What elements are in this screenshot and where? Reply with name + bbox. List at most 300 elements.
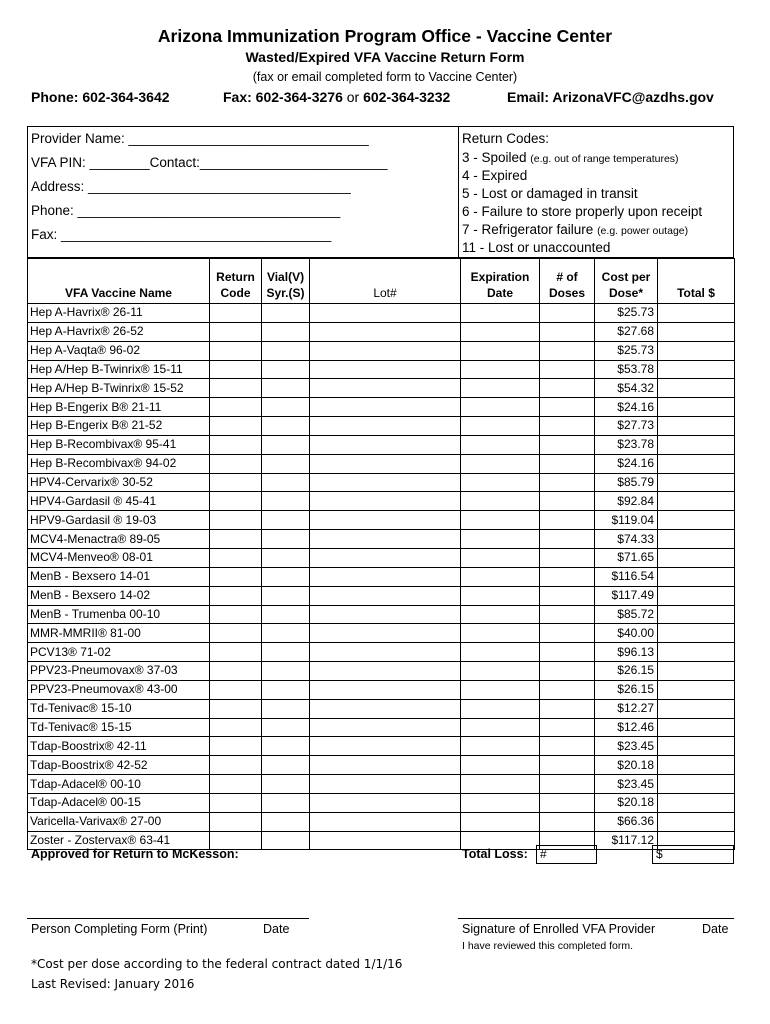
table-row [28,530,735,549]
vial-syringe-cell[interactable] [262,624,310,643]
table-row [28,586,735,605]
lot-number-cell[interactable] [310,793,461,812]
fax-numbers [223,89,450,105]
total-cell[interactable] [658,492,735,511]
fax-alternate: 602-364-3232 [363,89,451,105]
vial-syringe-cell[interactable] [262,662,310,681]
lot-number-cell[interactable] [310,756,461,775]
return-code-cell[interactable] [210,511,262,530]
doses-cell[interactable] [540,718,595,737]
cost-per-dose-cell: $23.45 [595,737,658,756]
expiration-date-cell[interactable] [461,360,540,379]
total-cell[interactable] [658,398,735,417]
return-code-11: 11 - Lost or unaccounted [462,240,611,255]
total-loss-label: Total Loss: [462,847,528,861]
return-code-cell[interactable] [210,322,262,341]
vial-syringe-cell[interactable] [262,756,310,775]
return-code-cell[interactable] [210,586,262,605]
lot-number-cell[interactable] [310,831,461,850]
vaccine-name-cell: Hep A/Hep B-Twinrix® 15-11 [28,360,210,379]
expiration-date-cell[interactable] [461,718,540,737]
vaccine-name-cell: Hep A/Hep B-Twinrix® 15-52 [28,379,210,398]
expiration-date-cell[interactable] [461,793,540,812]
table-row [28,662,735,681]
expiration-date-cell[interactable] [461,737,540,756]
doses-cell[interactable] [540,417,595,436]
table-row [28,680,735,699]
total-dollars-field[interactable]: $ [652,845,734,864]
expiration-date-cell[interactable] [461,643,540,662]
table-row [28,718,735,737]
doses-cell[interactable] [540,398,595,417]
email-address: Email: ArizonaVFC@azdhs.gov [507,89,714,105]
cost-per-dose-cell: $23.45 [595,775,658,794]
col-header-vaccine-name: VFA Vaccine Name [28,259,210,304]
vial-syringe-cell[interactable] [262,473,310,492]
provider-phone-field[interactable]: Phone: ___________________________________ [31,203,341,218]
doses-cell[interactable] [540,473,595,492]
return-code-cell[interactable] [210,473,262,492]
vaccine-name-cell: Hep B-Engerix B® 21-52 [28,417,210,436]
expiration-date-cell[interactable] [461,417,540,436]
cost-per-dose-cell: $25.73 [595,304,658,323]
table-row [28,435,735,454]
return-code-cell[interactable] [210,548,262,567]
cost-per-dose-cell: $26.15 [595,680,658,699]
vial-syringe-cell[interactable] [262,699,310,718]
provider-signature-label: Signature of Enrolled VFA Provider [462,922,655,936]
cost-per-dose-cell: $117.12 [595,831,658,850]
table-row [28,793,735,812]
expiration-date-cell[interactable] [461,756,540,775]
doses-cell[interactable] [540,643,595,662]
cost-per-dose-cell: $96.13 [595,643,658,662]
lot-number-cell[interactable] [310,511,461,530]
col-header-lot: Lot# [310,259,461,304]
table-row [28,756,735,775]
table-row [28,473,735,492]
total-cell[interactable] [658,756,735,775]
lot-number-cell[interactable] [310,662,461,681]
total-cell[interactable] [658,548,735,567]
total-cell[interactable] [658,341,735,360]
vial-syringe-cell[interactable] [262,398,310,417]
provider-fax-field[interactable]: Fax: ____________________________________ [31,227,332,242]
cost-per-dose-cell: $117.49 [595,586,658,605]
doses-cell[interactable] [540,680,595,699]
expiration-date-cell[interactable] [461,398,540,417]
doses-cell[interactable] [540,775,595,794]
lot-number-cell[interactable] [310,605,461,624]
expiration-date-cell[interactable] [461,605,540,624]
return-code-cell[interactable] [210,812,262,831]
lot-number-cell[interactable] [310,775,461,794]
vaccine-name-cell: MCV4-Menactra® 89-05 [28,530,210,549]
vial-syringe-cell[interactable] [262,793,310,812]
expiration-date-cell[interactable] [461,812,540,831]
col-header-expiration: Expiration Date [461,259,540,304]
return-code-cell[interactable] [210,624,262,643]
return-code-cell[interactable] [210,718,262,737]
lot-number-cell[interactable] [310,417,461,436]
vial-syringe-cell[interactable] [262,360,310,379]
doses-cell[interactable] [540,454,595,473]
total-cell[interactable] [658,662,735,681]
expiration-date-cell[interactable] [461,341,540,360]
vial-syringe-cell[interactable] [262,680,310,699]
expiration-date-cell[interactable] [461,662,540,681]
total-cell[interactable] [658,737,735,756]
return-code-3: 3 - Spoiled (e.g. out of range temperatures) [462,150,679,165]
vial-syringe-cell[interactable] [262,322,310,341]
lot-number-cell[interactable] [310,812,461,831]
cost-per-dose-cell: $71.65 [595,548,658,567]
return-code-6: 6 - Failure to store properly upon receipt [462,204,703,219]
expiration-date-cell[interactable] [461,699,540,718]
table-row [28,737,735,756]
cost-per-dose-cell: $25.73 [595,341,658,360]
vaccine-name-cell: HPV4-Gardasil ® 45-41 [28,492,210,511]
table-row [28,322,735,341]
total-cell[interactable] [658,360,735,379]
vaccine-name-cell: Hep B-Recombivax® 95-41 [28,435,210,454]
return-code-5: 5 - Lost or damaged in transit [462,186,638,201]
table-row [28,548,735,567]
return-code-cell[interactable] [210,699,262,718]
address-field[interactable]: Address: ___________________________________ [31,179,351,194]
return-code-cell[interactable] [210,605,262,624]
vial-syringe-cell[interactable] [262,718,310,737]
cost-per-dose-cell: $119.04 [595,511,658,530]
total-cell[interactable] [658,624,735,643]
col-header-vial-syringe: Vial(V) Syr.(S) [262,259,310,304]
vaccine-return-table [27,258,735,850]
expiration-date-cell[interactable] [461,680,540,699]
vial-syringe-cell[interactable] [262,379,310,398]
expiration-date-cell[interactable] [461,492,540,511]
cost-per-dose-cell: $24.16 [595,398,658,417]
lot-number-cell[interactable] [310,379,461,398]
return-code-cell[interactable] [210,492,262,511]
vfa-pin-contact-field[interactable]: VFA PIN: ________Contact:_________________________ [31,155,388,170]
table-row [28,775,735,794]
cost-per-dose-cell: $27.73 [595,417,658,436]
cost-per-dose-cell: $85.79 [595,473,658,492]
cost-per-dose-cell: $53.78 [595,360,658,379]
lot-number-cell[interactable] [310,322,461,341]
lot-number-cell[interactable] [310,341,461,360]
cost-per-dose-cell: $116.54 [595,567,658,586]
doses-cell[interactable] [540,756,595,775]
submission-note: (fax or email completed form to Vaccine Center) [252,70,518,84]
total-cell[interactable] [658,304,735,323]
vaccine-name-cell: MMR-MMRII® 81-00 [28,624,210,643]
reviewed-statement: I have reviewed this completed form. [462,940,633,952]
doses-cell[interactable] [540,812,595,831]
vial-syringe-cell[interactable] [262,454,310,473]
cost-per-dose-cell: $27.68 [595,322,658,341]
return-code-cell[interactable] [210,662,262,681]
cost-per-dose-cell: $23.78 [595,435,658,454]
expiration-date-cell[interactable] [461,530,540,549]
table-row [28,492,735,511]
lot-number-cell[interactable] [310,718,461,737]
doses-cell[interactable] [540,379,595,398]
vial-syringe-cell[interactable] [262,530,310,549]
doses-cell[interactable] [540,322,595,341]
lot-number-cell[interactable] [310,699,461,718]
lot-number-cell[interactable] [310,737,461,756]
lot-number-cell[interactable] [310,680,461,699]
form-title: Arizona Immunization Program Office - Vaccine Center [157,26,613,46]
return-code-cell[interactable] [210,379,262,398]
vial-syringe-cell[interactable] [262,737,310,756]
provider-signature-line[interactable] [458,918,734,919]
total-cell[interactable] [658,417,735,436]
doses-cell[interactable] [540,793,595,812]
table-row [28,605,735,624]
lot-number-cell[interactable] [310,435,461,454]
vial-syringe-cell[interactable] [262,304,310,323]
lot-number-cell[interactable] [310,643,461,662]
vial-syringe-cell[interactable] [262,567,310,586]
return-code-cell[interactable] [210,680,262,699]
doses-cell[interactable] [540,737,595,756]
return-code-cell[interactable] [210,793,262,812]
vial-syringe-cell[interactable] [262,812,310,831]
vaccine-name-cell: HPV9-Gardasil ® 19-03 [28,511,210,530]
person-signature-line[interactable] [27,918,309,919]
expiration-date-cell[interactable] [461,511,540,530]
col-header-return-code: Return Code [210,259,262,304]
vaccine-name-cell: MenB - Bexsero 14-02 [28,586,210,605]
total-cell[interactable] [658,680,735,699]
total-cell[interactable] [658,793,735,812]
cost-per-dose-cell: $92.84 [595,492,658,511]
vial-syringe-cell[interactable] [262,605,310,624]
return-code-cell[interactable] [210,398,262,417]
lot-number-cell[interactable] [310,398,461,417]
vaccine-name-cell: Hep A-Havrix® 26-52 [28,322,210,341]
doses-cell[interactable] [540,548,595,567]
cost-per-dose-cell: $26.15 [595,662,658,681]
return-code-cell[interactable] [210,567,262,586]
vaccine-name-cell: PPV23-Pneumovax® 37-03 [28,662,210,681]
lot-number-cell[interactable] [310,624,461,643]
cost-per-dose-cell: $85.72 [595,605,658,624]
return-code-cell[interactable] [210,417,262,436]
vaccine-name-cell: Td-Tenivac® 15-15 [28,718,210,737]
lot-number-cell[interactable] [310,586,461,605]
cost-per-dose-cell: $74.33 [595,530,658,549]
doses-cell[interactable] [540,586,595,605]
cost-per-dose-cell: $20.18 [595,756,658,775]
vial-syringe-cell[interactable] [262,435,310,454]
cost-per-dose-cell: $24.16 [595,454,658,473]
return-code-cell[interactable] [210,341,262,360]
return-code-cell[interactable] [210,360,262,379]
doses-cell[interactable] [540,304,595,323]
person-date-label: Date [263,922,290,936]
person-completing-label: Person Completing Form (Print) [31,922,208,936]
provider-date-label: Date [702,922,729,936]
total-cell[interactable] [658,322,735,341]
total-doses-field[interactable]: # [536,845,597,864]
doses-cell[interactable] [540,567,595,586]
table-row [28,511,735,530]
expiration-date-cell[interactable] [461,379,540,398]
return-code-4: 4 - Expired [462,168,528,183]
lot-number-cell[interactable] [310,548,461,567]
form-subtitle: Wasted/Expired VFA Vaccine Return Form [245,49,525,65]
return-code-cell[interactable] [210,643,262,662]
doses-cell[interactable] [540,605,595,624]
total-cell[interactable] [658,454,735,473]
doses-cell[interactable] [540,341,595,360]
total-cell[interactable] [658,605,735,624]
total-cell[interactable] [658,530,735,549]
vaccine-name-cell: Td-Tenivac® 15-10 [28,699,210,718]
vial-syringe-cell[interactable] [262,548,310,567]
return-code-cell[interactable] [210,756,262,775]
phone-number: Phone: 602-364-3642 [31,89,170,105]
vaccine-name-cell: Tdap-Boostrix® 42-52 [28,756,210,775]
vaccine-name-cell: MenB - Trumenba 00-10 [28,605,210,624]
lot-number-cell[interactable] [310,530,461,549]
total-cell[interactable] [658,643,735,662]
total-cell[interactable] [658,379,735,398]
total-cell[interactable] [658,586,735,605]
last-revised: Last Revised: January 2016 [31,977,195,991]
cost-footnote: *Cost per dose according to the federal contract dated 1/1/16 [31,957,403,971]
lot-number-cell[interactable] [310,492,461,511]
col-header-cost-per-dose: Cost per Dose* [595,259,658,304]
vaccine-name-cell: Hep A-Havrix® 26-11 [28,304,210,323]
return-code-cell[interactable] [210,454,262,473]
table-row [28,643,735,662]
lot-number-cell[interactable] [310,360,461,379]
table-row [28,398,735,417]
vaccine-name-cell: MenB - Bexsero 14-01 [28,567,210,586]
return-code-cell[interactable] [210,304,262,323]
vaccine-name-cell: PCV13® 71-02 [28,643,210,662]
vaccine-name-cell: PPV23-Pneumovax® 43-00 [28,680,210,699]
doses-cell[interactable] [540,662,595,681]
vaccine-name-cell: Tdap-Boostrix® 42-11 [28,737,210,756]
table-row [28,417,735,436]
vaccine-name-cell: Tdap-Adacel® 00-15 [28,793,210,812]
vaccine-name-cell: Hep B-Engerix B® 21-11 [28,398,210,417]
return-codes-heading: Return Codes: [462,131,550,146]
total-cell[interactable] [658,775,735,794]
total-cell[interactable] [658,718,735,737]
table-row [28,360,735,379]
vial-syringe-cell[interactable] [262,417,310,436]
table-row [28,624,735,643]
doses-cell[interactable] [540,360,595,379]
table-row [28,304,735,323]
cost-per-dose-cell: $12.46 [595,718,658,737]
vaccine-name-cell: Tdap-Adacel® 00-10 [28,775,210,794]
total-cell[interactable] [658,812,735,831]
doses-cell[interactable] [540,435,595,454]
total-cell[interactable] [658,435,735,454]
return-code-cell[interactable] [210,737,262,756]
table-row [28,812,735,831]
total-cell[interactable] [658,473,735,492]
doses-cell[interactable] [540,511,595,530]
vial-syringe-cell[interactable] [262,492,310,511]
expiration-date-cell[interactable] [461,586,540,605]
fax-primary: Fax: 602-364-3276 [223,89,343,105]
lot-number-cell[interactable] [310,473,461,492]
cost-per-dose-cell: $20.18 [595,793,658,812]
expiration-date-cell[interactable] [461,624,540,643]
table-row [28,567,735,586]
vial-syringe-cell[interactable] [262,586,310,605]
doses-cell[interactable] [540,624,595,643]
lot-number-cell[interactable] [310,567,461,586]
expiration-date-cell[interactable] [461,473,540,492]
table-row [28,379,735,398]
lot-number-cell[interactable] [310,304,461,323]
expiration-date-cell[interactable] [461,548,540,567]
table-row [28,341,735,360]
cost-per-dose-cell: $12.27 [595,699,658,718]
provider-name-field[interactable]: Provider Name: ________________________________ [31,131,369,146]
expiration-date-cell[interactable] [461,322,540,341]
vaccine-name-cell: Zoster - Zostervax® 63-41 [28,831,210,850]
vial-syringe-cell[interactable] [262,341,310,360]
vial-syringe-cell[interactable] [262,831,310,850]
col-header-doses: # of Doses [540,259,595,304]
doses-cell[interactable] [540,492,595,511]
return-code-7: 7 - Refrigerator failure (e.g. power outage) [462,222,689,237]
expiration-date-cell[interactable] [461,775,540,794]
doses-cell[interactable] [540,699,595,718]
vial-syringe-cell[interactable] [262,511,310,530]
cost-per-dose-cell: $40.00 [595,624,658,643]
fax-or: or [342,89,364,105]
vial-syringe-cell[interactable] [262,775,310,794]
table-row [28,454,735,473]
expiration-date-cell[interactable] [461,435,540,454]
return-code-cell[interactable] [210,530,262,549]
table-row [28,699,735,718]
return-code-cell[interactable] [210,435,262,454]
expiration-date-cell[interactable] [461,567,540,586]
lot-number-cell[interactable] [310,454,461,473]
cost-per-dose-cell: $54.32 [595,379,658,398]
vaccine-name-cell: Varicella-Varivax® 27-00 [28,812,210,831]
approved-for-return-label: Approved for Return to McKesson: [31,847,239,861]
return-code-cell[interactable] [210,775,262,794]
vaccine-name-cell: HPV4-Cervarix® 30-52 [28,473,210,492]
expiration-date-cell[interactable] [461,304,540,323]
doses-cell[interactable] [540,530,595,549]
expiration-date-cell[interactable] [461,454,540,473]
col-header-total: Total $ [658,259,735,304]
vaccine-name-cell: Hep A-Vaqta® 96-02 [28,341,210,360]
vaccine-name-cell: MCV4-Menveo® 08-01 [28,548,210,567]
total-cell[interactable] [658,511,735,530]
cost-per-dose-cell: $66.36 [595,812,658,831]
total-cell[interactable] [658,699,735,718]
total-cell[interactable] [658,567,735,586]
info-box-divider [458,126,459,258]
vaccine-name-cell: Hep B-Recombivax® 94-02 [28,454,210,473]
vial-syringe-cell[interactable] [262,643,310,662]
